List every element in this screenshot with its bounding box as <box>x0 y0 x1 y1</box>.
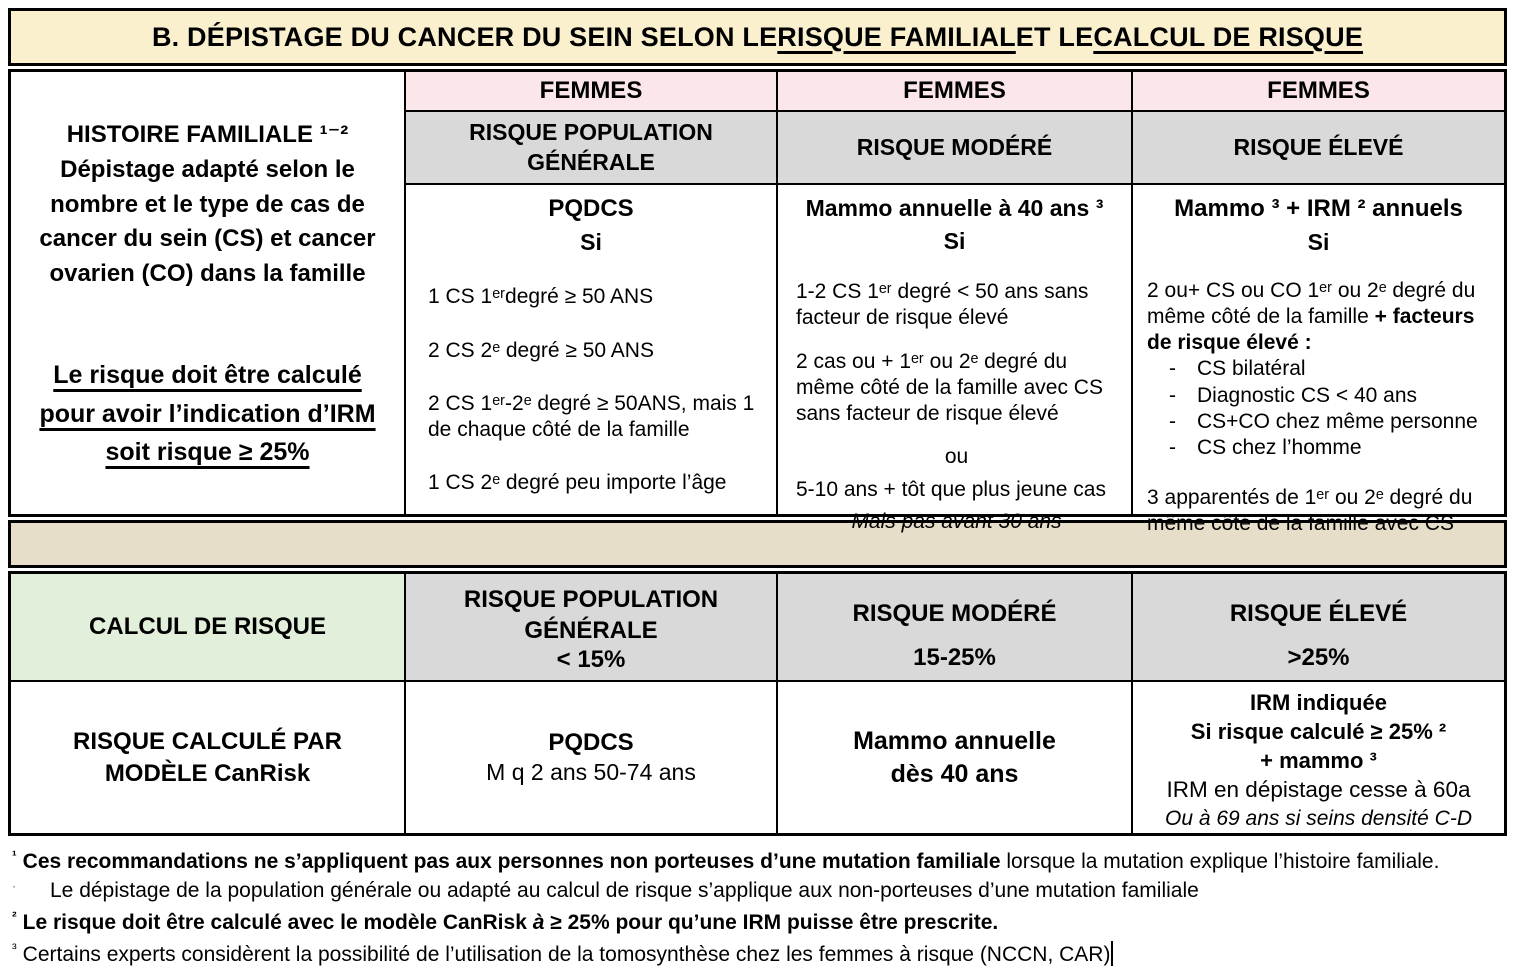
footnote-marker: ² <box>12 908 17 925</box>
calc-value-line: IRM indiquée <box>1250 690 1387 715</box>
calc-risk-label: CALCUL DE RISQUE <box>11 574 404 680</box>
criteria-footer-high: 3 apparentés de 1ᵉʳ ou 2ᵉ degré du même côté de la famille avec CS <box>1147 485 1473 535</box>
note-line: Le risque doit être calculé <box>53 360 362 389</box>
risk-factor-list <box>1147 356 1490 460</box>
title-underlined-risque-familial: RISQUE FAMILIAL <box>777 21 1016 52</box>
family-history-table <box>8 69 1507 535</box>
footnote-3-text: Certains experts considèrent la possibilité de l’utilisation de la tomosynthèse chez les femmes à risque (NCCN, CAR) <box>22 943 1111 967</box>
footnote-marker: ³ <box>12 940 17 957</box>
risk-factor-item <box>1147 409 1490 435</box>
calc-value-line: Si risque calculé ≥ 25% ² <box>1190 719 1447 745</box>
calc-value-line: + mammo ³ <box>1260 748 1377 774</box>
calc-value-line: PQDCS <box>548 728 634 756</box>
risk-factor-item <box>1147 435 1490 461</box>
risk-header-moderate: RISQUE MODÉRÉ <box>776 110 1131 183</box>
footnote-2-bold: Le risque doit être calculé avec le modèle CanRisk <box>22 911 533 935</box>
risk-factor-item <box>1147 356 1490 382</box>
criteria-cell-population <box>404 183 776 514</box>
footnote-3 <box>12 941 1507 966</box>
recommendation-high: Mammo ³ + IRM ² annuels <box>1174 195 1463 222</box>
calc-header-name: RISQUE POPULATION GÉNÉRALE <box>463 586 719 645</box>
criteria-intro-regular: 2 ou+ CS ou CO 1ᵉʳ ou 2ᵉ degré du même côté de la famille <box>1147 279 1476 329</box>
note-line: pour avoir l’indication d’IRM <box>39 399 376 428</box>
calc-header-population <box>404 574 776 680</box>
criteria-item: 1 CS 1ᵉʳdegré ≥ 50 ANS <box>428 285 654 309</box>
footnote-1-continued <box>12 880 1507 902</box>
calc-header-moderate <box>776 574 1131 680</box>
criteria-list-moderate <box>792 279 1117 535</box>
footnote-2 <box>12 909 1507 934</box>
title-text-middle: ET LE <box>1015 21 1094 52</box>
footnote-tick-marker: · <box>12 879 16 894</box>
note-line: soit risque ≥ 25% <box>105 438 310 467</box>
group-header-femmes-population: FEMMES <box>404 72 776 110</box>
calc-header-name: RISQUE ÉLEVÉ <box>1229 600 1408 628</box>
risk-header-population: RISQUE POPULATION GÉNÉRALE <box>404 110 776 183</box>
canrisk-label-line: RISQUE CALCULÉ PAR <box>73 728 342 756</box>
recommendation-moderate: Mammo annuelle à 40 ans ³ <box>805 195 1104 221</box>
condition-word: Si <box>943 228 966 255</box>
text-cursor <box>1111 941 1113 966</box>
title-underlined-calcul-de-risque: CALCUL DE RISQUE <box>1093 21 1364 52</box>
title-text: B. DÉPISTAGE DU CANCER DU SEIN SELON LE <box>151 21 778 52</box>
risk-factor-text: Diagnostic CS < 40 ans <box>1197 383 1418 407</box>
risk-factor-text: CS+CO chez même personne <box>1197 409 1478 433</box>
or-word: ou <box>944 445 969 469</box>
criteria-item: 2 cas ou + 1ᵉʳ ou 2ᵉ degré du même côté de la famille avec CS sans facteur de risque élevé <box>796 349 1103 426</box>
risk-factor-item <box>1147 383 1490 409</box>
calc-value-italic-line: Ou à 69 ans si seins densité C-D <box>1165 806 1472 830</box>
criteria-intro-colon: : <box>1298 331 1312 355</box>
family-history-description: Dépistage adapté selon le nombre et le type de cas de cancer du sein (CS) et cancer ovarien (CO) dans la famille <box>39 155 376 288</box>
criteria-italic-note: Mais pas avant 30 ans <box>851 509 1062 533</box>
group-header-femmes-moderate: FEMMES <box>776 72 1131 110</box>
group-header-femmes-high: FEMMES <box>1131 72 1504 110</box>
risk-calculation-note <box>23 356 392 472</box>
condition-word: Si <box>1307 229 1330 256</box>
calc-value-moderate <box>776 680 1131 833</box>
criteria-cell-moderate <box>776 183 1131 533</box>
calc-value-line: Mammo annuelle <box>853 727 1056 755</box>
calc-header-range: >25% <box>1287 644 1350 671</box>
calc-header-high <box>1131 574 1504 680</box>
family-history-title: HISTOIRE FAMILIALE ¹⁻² <box>66 121 349 148</box>
risk-calculation-table <box>8 571 1507 836</box>
family-history-header-cell <box>11 72 404 514</box>
table-title <box>8 8 1507 66</box>
footnote-continued-text: Le dépistage de la population générale ou adapté au calcul de risque s’applique aux non-porteuses d’une mutation familiale <box>50 879 1199 903</box>
criteria-cell-high <box>1131 183 1504 535</box>
footnote-2-bold-rest: ≥ 25% pour qu’une IRM puisse être prescrite. <box>544 911 999 935</box>
canrisk-model-label <box>11 680 404 833</box>
risk-header-high: RISQUE ÉLEVÉ <box>1131 110 1504 183</box>
dash-marker: - <box>1169 383 1176 407</box>
calc-header-range: 15-25% <box>913 644 996 671</box>
criteria-item: 1 CS 2ᵉ degré peu importe l’âge <box>428 471 727 495</box>
footnote-1 <box>12 848 1507 873</box>
footnote-2-italic: à <box>532 911 545 935</box>
footnote-1-rest: lorsque la mutation explique l’histoire familiale. <box>1000 850 1440 873</box>
footnote-1-bold: Ces recommandations ne s’appliquent pas aux personnes non porteuses d’une mutation familiale <box>22 850 1001 873</box>
dash-marker: - <box>1169 357 1176 381</box>
canrisk-label-line: MODÈLE CanRisk <box>104 759 311 787</box>
calc-value-line: IRM en dépistage cesse à 60a <box>1166 777 1471 803</box>
risk-factor-text: CS chez l’homme <box>1197 435 1362 459</box>
recommendation-population: PQDCS <box>548 195 634 222</box>
dash-marker: - <box>1169 435 1176 459</box>
calc-value-population <box>404 680 776 833</box>
dash-marker: - <box>1169 409 1176 433</box>
condition-word: Si <box>580 229 602 256</box>
calc-header-range: < 15% <box>556 646 626 674</box>
calc-value-high <box>1131 680 1504 833</box>
footnotes[interactable] <box>8 848 1507 966</box>
criteria-item: 2 CS 2ᵉ degré ≥ 50 ANS <box>428 338 654 362</box>
criteria-list-population <box>420 284 762 496</box>
criteria-item: 5-10 ans + tôt que plus jeune cas <box>796 478 1106 502</box>
criteria-item: 2 CS 1ᵉʳ-2ᵉ degré ≥ 50ANS, mais 1 de chaque côté de la famille <box>428 391 755 442</box>
criteria-intro-bold: + facteurs de risque élevé <box>1147 305 1475 355</box>
risk-factor-text: CS bilatéral <box>1197 357 1306 381</box>
criteria-item: 1-2 CS 1ᵉʳ degré < 50 ans sans facteur de risque élevé <box>796 280 1089 330</box>
calc-value-line: dès 40 ans <box>890 759 1019 788</box>
footnote-marker: ¹ <box>12 847 17 863</box>
calc-header-name: RISQUE MODÉRÉ <box>852 600 1057 628</box>
calc-value-line: M q 2 ans 50-74 ans <box>486 759 696 786</box>
criteria-intro-high <box>1147 278 1490 356</box>
